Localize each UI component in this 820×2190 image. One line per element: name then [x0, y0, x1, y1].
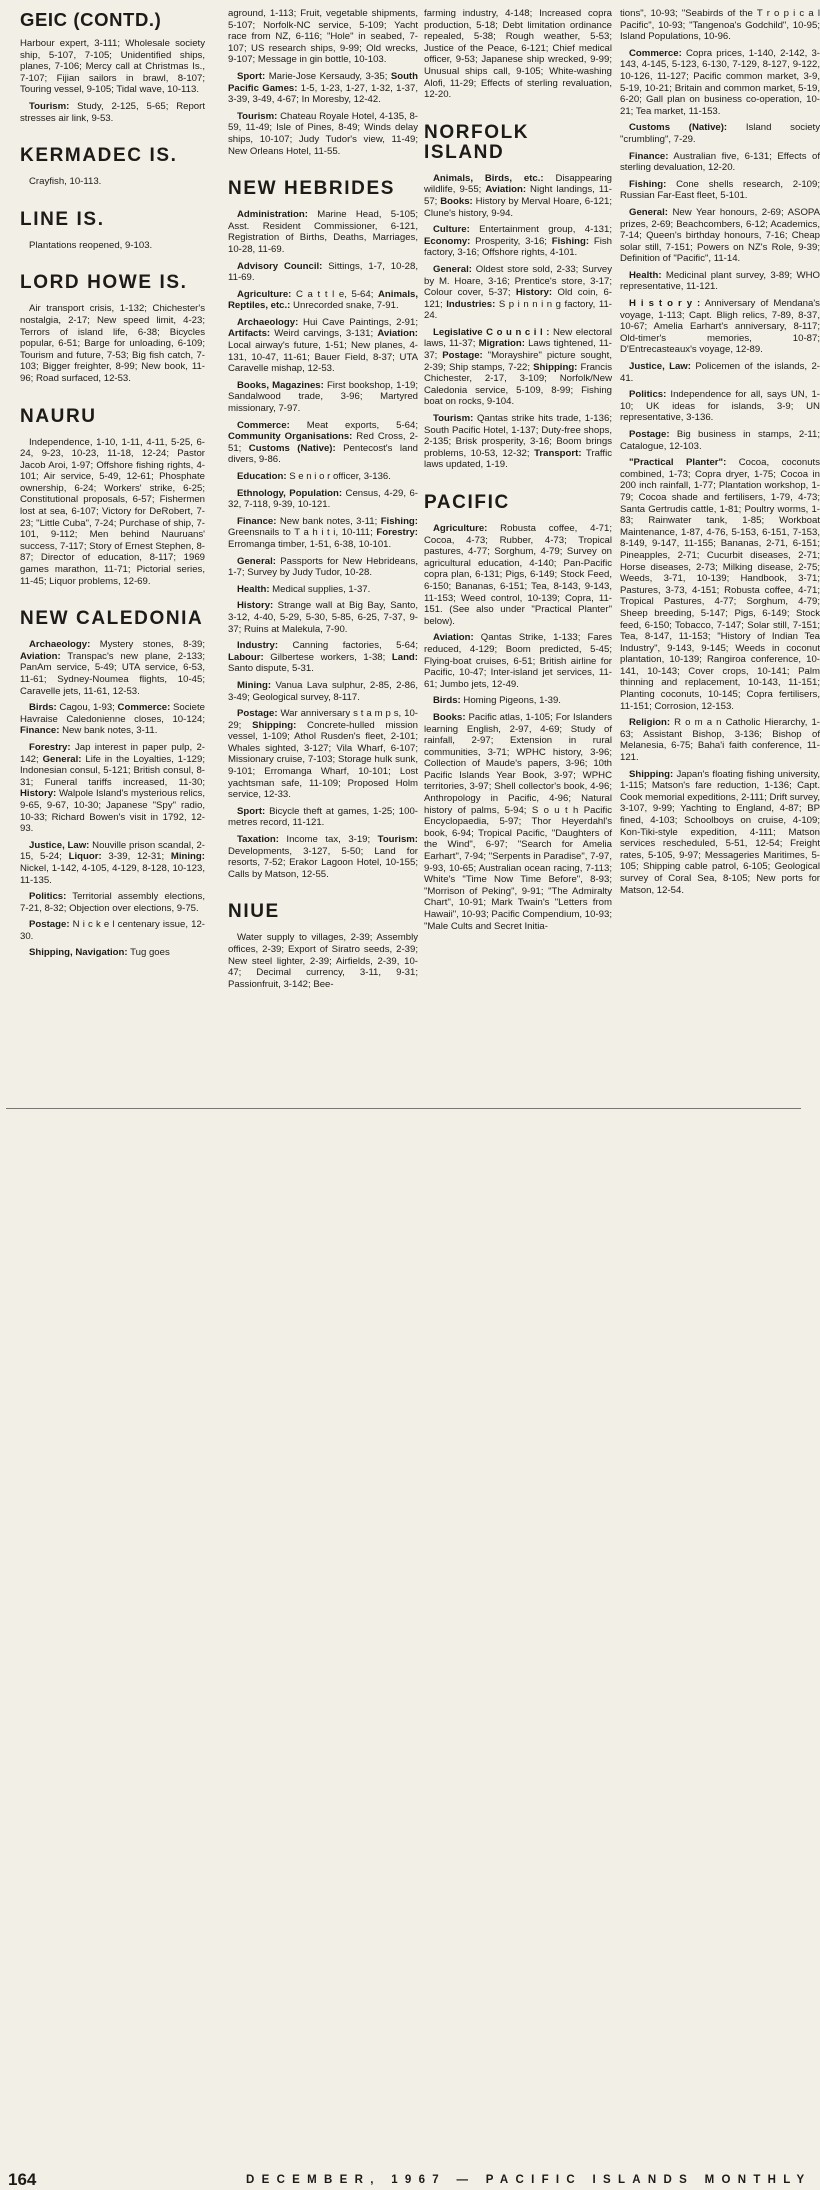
index-entry [424, 264, 612, 322]
entry-text: Nickel, 1-142, 4-105, 4-129, 8-128, 10-123, 11-135. [20, 862, 205, 886]
index-entry [620, 207, 820, 265]
index-entry [228, 71, 418, 106]
index-entry [228, 516, 418, 551]
index-entry [228, 471, 418, 483]
subject-label: Forestry: [376, 527, 418, 539]
subject-label: Culture: [433, 224, 470, 236]
subject-label: Postage: [29, 919, 70, 931]
subject-label: Politics: [629, 389, 667, 401]
subject-label: Customs (Native): [629, 122, 728, 134]
entry-text: Strange wall at Big Bay, Santo, 3-12, 4-40, 5-29, 5-30, 5-85, 6-25, 7-37, 9-37; Ruins at Malekula, 7-90. [228, 600, 418, 635]
subject-label: Politics: [29, 891, 67, 903]
entry-text: Gilbertese workers, 1-38; [263, 651, 392, 663]
subject-label: Land: [391, 651, 418, 663]
subject-label: Agriculture: [433, 523, 488, 534]
entry-text: Qantas Strike, 1-133; Fares reduced, 4-129; Boom predicted, 5-45; Flying-boat cruises, 6-51; British airline for Pacific, 10-47; Inter-island jet services, 11-61; Jumbo jets, 12-49. [424, 632, 612, 690]
index-entry [20, 639, 205, 697]
entry-text: S e n i o r officer, 3-136. [286, 471, 391, 482]
entry-text: Marie-Jose Kersaudy, 3-35; [265, 70, 391, 82]
subject-label: Sport: [237, 805, 266, 817]
section-heading: PACIFIC [424, 492, 510, 513]
subject-label: Ethnology, Population: [237, 487, 343, 499]
entry-text: Jap interest in paper pulp, 2-142; [20, 741, 205, 765]
subject-label: Justice, Law: [629, 361, 691, 373]
subject-label: Tourism: [433, 413, 474, 425]
index-entry [228, 680, 418, 703]
entry-text: Francis Chichester, 2-17, 3-109; Norfolk/New Caledonia service, 5-109, 8-99; Fishing boat on rocks, 9-104. [424, 361, 612, 408]
entry-text: Qantas strike hits trade, 1-136; South Pacific Hotel, 1-137; Duty-free shops, 2-135; Brisk prosperity, 3-16; Boom brings problems, 10-53, 12-32; [424, 413, 612, 459]
entry-text: Unrecorded snake, 7-91. [290, 300, 399, 312]
entry-text: Cone shells research, 2-109; Russian Far-East fleet, 5-101. [620, 178, 820, 202]
index-entry [424, 224, 612, 259]
subject-label: Archaeology: [29, 639, 91, 651]
subject-label: History: [237, 600, 274, 612]
entry-text: Night landings, 11-57; [424, 184, 613, 207]
index-entry [228, 261, 418, 284]
subject-label: Shipping: [252, 719, 297, 731]
entry-text: Census, 4-29, 6-32, 7-118, 9-39, 10-121. [228, 487, 418, 511]
entry-text: New electoral laws, 11-37; [424, 326, 612, 350]
index-entry [228, 584, 418, 596]
entry-text: Entertainment group, 4-131; [469, 224, 612, 236]
subject-label: Customs (Native): [248, 442, 336, 454]
index-entry [424, 523, 612, 627]
index-entry [228, 806, 418, 829]
column-2 [228, 8, 418, 1067]
subject-label: Commerce: [629, 47, 682, 59]
entry-text: Island society "crumbling", 7-29. [620, 122, 820, 145]
subject-label: Commerce: [237, 419, 290, 431]
entry-text: New bank notes, 3-11. [59, 725, 158, 737]
entry-text: Study, 2-125, 5-65; Report stresses air link, 9-53. [20, 100, 205, 124]
subject-label: General: [433, 263, 472, 275]
subject-label: Animals, Birds, etc.: [433, 172, 544, 184]
index-entry: Plantations reopened, 9-103. [29, 239, 153, 251]
index-entry: Crayfish, 10-113. [29, 176, 102, 188]
section-heading: GEIC (CONTD.) [20, 9, 162, 30]
entry-text: Cocoa, coconuts combined, 1-73; Copra dryer, 1-75; Cocoa in 200 inch rainfall, 1-77; Plantation workshop, 1-79; Cocoa shade and fertilisers, 1-79, 4-73; Santa Gertrudis cattle, 1-81; Poultry worms, 1-83; Rainwater tank, 1-85; Workboat Maintenance, 1-87, 4-76, 5-153, 6-151, 7-153, 8-149, 9-147, 11-155; Bananas, 2-71, 6-151; Pineapples, 2-71; Cucurbit diseases, 2-71; Horse diseases, 2-73; Milking disease, 2-75; Weeds, 3-71, 10-139; Handbook, 3-71; Pastures, 3-73, 4-151; Robusta coffee, 4-71; Tropical Pastures, 4-77; Sorghum, 4-79; Sheep breeding, 5-147; Pigs, 6-149; Stock feed, 6-150; Tobacco, 7-147; Solar still, 7-151; Tea, 8-147, 11-153; "History of Indian Tea Industry", 9-143, 9-145; Weeds in coconut plantation, 10-139; Rangiroa conference, 10-141, 10-143; Cover crops, 10-141; Palm thinning and replacement, 10-143, 11-151; Planting coconuts, 10-145; Copra fertilisers, 11-151; Corrosion, 12-153. [620, 457, 820, 712]
index-entry [620, 457, 820, 712]
subject-label: Legislative C o u n c i l : [433, 326, 550, 338]
entry-text: Passports for New Hebrideans, 1-7; Survey by Judy Tudor, 10-28. [228, 555, 418, 579]
section-heading: LORD HOWE IS. [20, 272, 188, 294]
subject-label: Economy: [424, 235, 471, 247]
index-entry [20, 702, 205, 737]
entry-text: Sittings, 1-7, 10-28, 11-69. [228, 260, 419, 284]
index-entry [20, 891, 205, 914]
subject-label: Finance: [237, 515, 277, 527]
index-entry [228, 640, 418, 675]
index-entry [228, 317, 418, 375]
subject-label: Tourism: [29, 100, 70, 112]
index-entry [620, 122, 820, 145]
entry-text: Independence for all, says UN, 1-10; UK ideas for islands, 3-9; UN representative, 3-136. [620, 389, 820, 424]
index-entry [228, 420, 418, 466]
entry-text: Income tax, 3-19; [278, 834, 378, 846]
entry-text: Pacific atlas, 1-105; For Islanders learning English, 2-97, 4-69; Study of rainfall, 2-97; Extension in rural communities, 3-71; WPHC history, 3-96; Collection of Maude's papers, 3-96; 10th Pacific Islands Year Book, 3-97; WPHC territories, 3-97; Shell collector's book, 4-96; Anthropology in Pacific, 4-96; Natural history of palms, 5-94; S o u t h Pacific Encyclopaedia, 5-97; Thor Heyerdahl's book, 6-94; Tropical Pacific, "Daughters of the Wind", 6-97; "Search for Amelia Earhart", 7-94; "Serpents in Paradise", 7-97, 9-93, 10-65; Australian ocean racing, 7-113; White's "Time Now Time Before", 8-93; "Morrison of Peking", 9-91; "The Admiralty Chart", 10-91; Mark Twain's "Letters from Hawaii", 10-93; Pacific Compendium, 10-93; "Male Cults and Secret Initia- [424, 711, 612, 932]
index-entry [620, 717, 820, 763]
index-entry [424, 695, 612, 707]
index-entry [620, 298, 820, 356]
entry-text: Nouville prison scandal, 2-15, 5-24; [20, 839, 205, 863]
subject-label: Tourism: [377, 834, 418, 846]
subject-label: Health: [237, 583, 270, 595]
section-heading: NORFOLK ISLAND [424, 121, 530, 163]
entry-text: Weird carvings, 3-131; [270, 328, 378, 340]
subject-label: Shipping, Navigation: [29, 947, 128, 959]
entry-text: Fish factory, 3-16; Offshore rights, 4-101. [424, 235, 612, 259]
index-entry [620, 151, 820, 174]
entry-text: Santo dispute, 5-31. [228, 663, 314, 675]
entry-text: Japan's floating fishing university, 1-115; Matson's fare reduction, 1-136; Capt. Cook memorial expeditions, 2-111; Drift survey, 3-107, 9-99; Yachting to England, 4-87; BP fined, 4-103; Schoolboys on cruise, 4-109; Kon-Tiki-style expedition, 4-111; Matson services rescheduled, 5-51, 12-54; Freight rates, 5-105, 9-97; Messageries Maritimes, 5-105; Shipping cable patrol, 6-105; Geological survey of Coral Sea, 8-105; New ports for Matson, 12-54. [620, 768, 820, 896]
subject-label: Finance: [629, 150, 669, 162]
section-heading: NAURU [20, 405, 97, 427]
column-4 [620, 8, 820, 1067]
subject-label: Animals, Reptiles, etc.: [228, 288, 418, 312]
subject-label: Forestry: [29, 741, 71, 753]
footer-rule [6, 1108, 801, 1109]
entry-text: Copra prices, 1-140, 2-142, 3-143, 4-145, 5-123, 6-130, 7-129, 8-127, 9-122, 10-126, 11-127; Pacific common market, 3-9, 5-19, 10-21; Britain and common market, 5-19, 6-20; Gall plan on business co-operation, 10-21; Tea market, 11-153. [620, 47, 820, 117]
entry-text: Laws tightened, 11-37; [424, 338, 613, 362]
subject-label: Taxation: [237, 834, 279, 846]
entry-text: 3-39, 12-31; [101, 851, 171, 863]
subject-label: Transport: [534, 447, 582, 459]
subject-label: Aviation: [433, 632, 474, 644]
entry-text: History by Merval Hoare, 6-121; Clune's history, 9-94. [424, 195, 612, 219]
entry-text: Big business in stamps, 2-11; Catalogue, 12-103. [620, 429, 820, 452]
section-heading: NEW CALEDONIA [20, 608, 204, 630]
page-number: 164 [8, 2170, 37, 2189]
subject-label: Postage: [629, 429, 670, 440]
index-entry [20, 742, 205, 835]
entry-text: Walpole Island's mysterious relics, 9-65, 9-67, 10-30; Japanese "Spy" radio, 10-33; Richard Bowen's visit in 1792, 12-93. [20, 788, 205, 835]
entry-text: Bicycle theft at games, 1-25; 100-metres record, 11-121. [228, 805, 418, 829]
entry-text: Robusta coffee, 4-71; Cocoa, 4-73; Rubber, 4-73; Tropical pastures, 4-77; Sorghum, 4-79; Survey on agricultural education, 4-140; Pan-Pacific copra plan, 6-131; Pigs, 6-149; Stock Feed, 6-150; Bananas, 6-151; Tea, 8-143, 9-143, 11-153; Weed control, 10-139; Copra, 11-151. (See also under "Practical Planter" below). [424, 523, 612, 627]
subject-label: Finance: [20, 725, 60, 737]
entry-text: Societe Havraise Caledonienne closes, 10-124; [20, 702, 205, 725]
subject-label: Industries: [446, 298, 496, 310]
subject-label: Liquor: [68, 851, 102, 863]
entry-text: Anniversary of Mendana's voyage, 1-113; Capt. Bligh relics, 7-89, 8-37, 10-67; Amelia Earhart's anniversary, 8-117; Old-timer's memories, 10-87; D'Entrecasteaux's voyage, 12-89. [620, 298, 820, 356]
subject-label: Shipping: [629, 768, 674, 780]
subject-label: Religion: [629, 717, 671, 729]
entry-text: Canning factories, 5-64; [278, 640, 418, 652]
subject-label: Health: [629, 269, 662, 281]
index-entry [228, 600, 418, 635]
subject-label: Postage: [237, 708, 278, 720]
entry-text: Traffic laws updated, 1-19. [424, 447, 612, 471]
subject-label: Books, Magazines: [237, 379, 324, 391]
subject-label: Sport: [237, 70, 266, 82]
subject-label: Postage: [442, 350, 483, 362]
subject-label: Artifacts: [228, 328, 271, 340]
subject-label: Advisory Council: [237, 260, 323, 272]
subject-label: General: [237, 555, 276, 567]
page-footer [0, 1082, 812, 2189]
subject-label: Industry: [237, 640, 279, 652]
subject-label: Fishing: [380, 515, 418, 527]
index-entry [228, 111, 418, 157]
column-3 [424, 8, 612, 1067]
entry-text: Hui Cave Paintings, 2-91; [298, 316, 418, 328]
entry-text: 1-5, 1-23, 1-27, 1-32, 1-37, 3-39, 3-49, 4-67; In Moresby, 12-42. [228, 82, 418, 106]
entry-text: S p i n n i n g factory, 11-24. [424, 298, 612, 322]
subject-label: General: [42, 753, 82, 765]
entry-text: New bank notes, 3-11; [276, 515, 381, 527]
index-entry [20, 101, 205, 124]
index-entry [424, 712, 612, 932]
index-entry [620, 270, 820, 293]
index-entry [620, 361, 820, 384]
index-entry [620, 48, 820, 118]
entry-text: War anniversary s t a m p s, 10-29; [228, 708, 418, 731]
entry-text: Old coin, 6-121; [424, 287, 612, 310]
subject-label: Fishing: [629, 178, 667, 190]
subject-label: Tourism: [237, 110, 278, 122]
subject-label: Archaeology: [237, 316, 299, 328]
index-entry: farming industry, 4-148; Increased copra production, 5-18; Debt limitation ordinance repealed, 5-38; Rough weather, 5-53; Justice of the Peace, 6-121; Chief medical officer, 9-53; Japanese ship wrecked, 9-99; Unusual ships call, 9-105; White-washing Alofi, 11-29; Effects of sterling revaluation, 12-20. [424, 8, 612, 101]
subject-label: "Practical Planter": [629, 457, 727, 469]
index-entry [424, 327, 612, 408]
subject-label: Justice, Law: [29, 839, 90, 851]
running-title: DECEMBER, 1967 — PACIFIC ISLANDS MONTHLY [246, 2174, 812, 2186]
entry-text: Medicinal plant survey, 3-89; WHO representative, 11-121. [620, 269, 820, 293]
entry-text: Meat exports, 5-64; [289, 419, 418, 431]
entry-text: Tug goes [127, 947, 170, 959]
index-entry [228, 834, 418, 880]
entry-text: Oldest store sold, 2-33; Survey by M. Hoare, 3-16; Prentice's store, 3-17; Colour cover, 5-37; [424, 263, 612, 299]
section-heading: NEW HEBRIDES [228, 178, 395, 200]
entry-text: Greensnails to T a h i t i, 10-111; [228, 527, 377, 539]
entry-text: Transpac's new plane, 2-133; PanAm service, 5-49; UTA service, 6-53, 11-61; Sydney-Noumea flights, 10-45; Caravelle jets, 11-61, 12-53. [20, 650, 205, 697]
subject-label: South Pacific Games: [228, 70, 418, 94]
index-entry: Water supply to villages, 2-39; Assembly offices, 2-39; Export of Siratro seeds, 2-39; New steel lighter, 2-39; Airfields, 2-39, 10-47; Decimal currency, 3-11, 9-31; Passionfruit, 3-142; Bee- [228, 932, 418, 990]
entry-text: Erromanga timber, 1-51, 6-38, 10-101. [228, 538, 392, 550]
subject-label: Mining: [237, 679, 272, 691]
column-1 [20, 8, 205, 1067]
subject-label: Books: [433, 711, 466, 723]
index-entry [620, 389, 820, 424]
index-entry [20, 840, 205, 886]
entry-text: Medical supplies, 1-37. [269, 583, 371, 595]
entry-text: "Morayshire" picture sought, 2-39; Ship stamps, 7-22; [424, 350, 612, 373]
entry-text: First bookshop, 1-19; Sandalwood trade, 3-96; Martyred missionary, 7-97. [228, 379, 418, 415]
index-entry [424, 413, 612, 471]
subject-label: Administration: [237, 209, 308, 221]
subject-label: H i s t o r y : [629, 298, 701, 310]
index-entry [228, 380, 418, 415]
entry-text: C a t t l e, 5-64; [291, 288, 378, 300]
subject-label: General: [629, 206, 668, 218]
subject-label: Mining: [170, 851, 205, 863]
subject-label: Community Organisations: [228, 431, 353, 443]
index-entry [228, 708, 418, 801]
subject-label: Fishing: [551, 235, 590, 247]
entry-text: N i c k e l centenary issue, 12-30. [20, 919, 205, 942]
index-entry [620, 429, 820, 452]
index-entry [620, 179, 820, 202]
subject-label: Aviation: [485, 184, 527, 196]
index-entry [620, 769, 820, 897]
index-entry [424, 632, 612, 690]
subject-label: Birds: [29, 702, 57, 714]
entry-text: Marine Head, 5-105; Asst. Resident Commissioner, 6-121, Registration of Births, Deaths, Marriages, 10-28, 11-69. [228, 209, 418, 255]
entry-text: Policemen of the islands, 2-41. [620, 361, 820, 384]
subject-label: Aviation: [377, 328, 418, 340]
index-entry: Air transport crisis, 1-132; Chichester's nostalgia, 2-17; New speed limit, 4-23; Terrors of island life, 6-38; Bicycles popular, 6-51; Barge for unloading, 6-109; Tourism and future, 7-53; Big fish catch, 7-103; Bigger freighter, 8-99; New book, 11-96; Road surfaced, 12-53. [20, 303, 205, 384]
entry-text: Red Cross, 2-51; [228, 431, 418, 454]
entry-text: Mystery stones, 8-39; [90, 639, 205, 651]
subject-label: Agriculture: [237, 288, 292, 300]
entry-text: Prosperity, 3-16; [470, 235, 552, 247]
entry-text: Concrete-hulled mission vessel, 1-109; Athol Rusden's fleet, 2-101; Whales sighted, 3-127; Vila Wharf, 6-107; Missionary cruise, 7-103; Storage hulk sunk, 9-101; Erromanga Wharf, 10-101; Lost yachtsman safe, 11-109; Proposed Holm service, 12-33. [228, 719, 418, 801]
index-entry [228, 289, 418, 312]
index-entry [228, 488, 418, 511]
entry-text: Homing Pigeons, 1-39. [460, 695, 561, 707]
index-entry: tions", 10-93; "Seabirds of the T r o p i c a l Pacific", 10-93; "Tangenoa's Godchild", 10-95; Island Populations, 10-96. [620, 8, 820, 43]
index-entry [228, 556, 418, 579]
index-entry: Harbour expert, 3-111; Wholesale society ship, 5-107, 7-105; Unidentified ships, planes, 7-106; Mercy call at Christmas Is., 7-107; Fijian sailors in brawl, 8-107; Touring vessel, 9-105; Tidal wave, 10-113. [20, 38, 205, 96]
section-heading: KERMADEC IS. [20, 145, 178, 167]
entry-text: New Year honours, 2-69; ASOPA prizes, 2-69; Beachcombers, 6-12; Academics, 7-14; Queen's birthday honours, 7-16; Cheap solar still, 7-151; Powers on NZ's Role, 9-39; Definition of "Pacific", 11-14. [620, 206, 820, 265]
index-entry: aground, 1-113; Fruit, vegetable shipments, 5-107; Norfolk-NC service, 5-109; Yacht race from NZ, 6-116; "Hole" in seabed, 7-107; US research ships, 9-99; Old wrecks, 9-107; Message in gin bottle, 10-103. [228, 8, 418, 66]
entry-text: R o m a n Catholic Hierarchy, 1-63; Assistant Bishop, 3-136; Bishop of Melanesia, 6-75; Baha'i faith conference, 11-121. [620, 717, 820, 764]
index-entry [424, 173, 612, 219]
subject-label: Labour: [228, 651, 264, 663]
subject-label: Aviation: [20, 650, 61, 662]
subject-label: Books: [440, 195, 473, 207]
index-entry [228, 209, 418, 255]
subject-label: Education: [237, 471, 287, 482]
entry-text: Chateau Royale Hotel, 4-135, 8-59, 11-49; Isle of Pines, 8-49; Winds delay ships, 10-107; Judy Tudor's view, 11-49; New Orleans Hotel, 11-55. [228, 110, 418, 157]
subject-label: Migration: [478, 338, 525, 350]
entry-text: Vanua Lava sulphur, 2-85, 2-86, 3-49; Geological survey, 8-117. [228, 679, 418, 703]
entry-text: Pentecost's land divers, 9-86. [228, 442, 418, 466]
section-heading: NIUE [228, 901, 280, 923]
entry-text: Life in the Loyalties, 1-129; Indonesian consul, 5-121; British consul, 8-31; Funeral tariffs increased, 11-30; [20, 753, 205, 788]
subject-label: Birds: [433, 695, 461, 707]
subject-label: History: [515, 287, 553, 299]
entry-text: Developments, 3-127, 5-50; Land for resorts, 7-52; Erakor Lagoon Hotel, 10-155; Calls by Matson, 12-55. [228, 845, 418, 880]
entry-text: Cagou, 1-93; [56, 702, 118, 714]
index-entry: Independence, 1-10, 1-11, 4-11, 5-25, 6-24, 9-23, 10-23, 11-18, 12-24; Pastor Jacob Aroi, 1-97; Offshore fishing rights, 4-101; Air service, 5-49, 12-61; Phosphate ownership, 6-24; Workers' strike, 6-25; Constitutional proposals, 6-57; Fishermen lost at sea, 6-107; Victory for DeRobert, 7-23; "Little Cuba", 7-24; Purchase of ship, 7-101, 9-112; Men behind Nauruans' success, 7-117; Story of Ernest Stephen, 8-87; Director of education, 8-117; 1969 games marathon, 11-71; Pictorial series, 11-45; Liquor problems, 12-69. [20, 436, 205, 587]
entry-text: Disappearing wildlife, 9-55; [424, 172, 612, 196]
subject-label: Shipping: [533, 361, 578, 373]
subject-label: History: [20, 788, 57, 800]
subject-label: Commerce: [117, 702, 171, 714]
entry-text: Local airway's future, 1-51; New planes, 4-131, 10-47, 11-61; Bauer Field, 8-37; UTA Caravelle mishap, 12-53. [228, 340, 418, 375]
index-entry [20, 947, 205, 959]
section-heading: LINE IS. [20, 208, 105, 230]
entry-text: Australian five, 6-131; Effects of sterling devaluation, 12-20. [620, 150, 820, 174]
index-entry [20, 919, 205, 942]
entry-text: Territorial assembly elections, 7-21, 8-32; Objection over elections, 9-75. [20, 891, 205, 914]
